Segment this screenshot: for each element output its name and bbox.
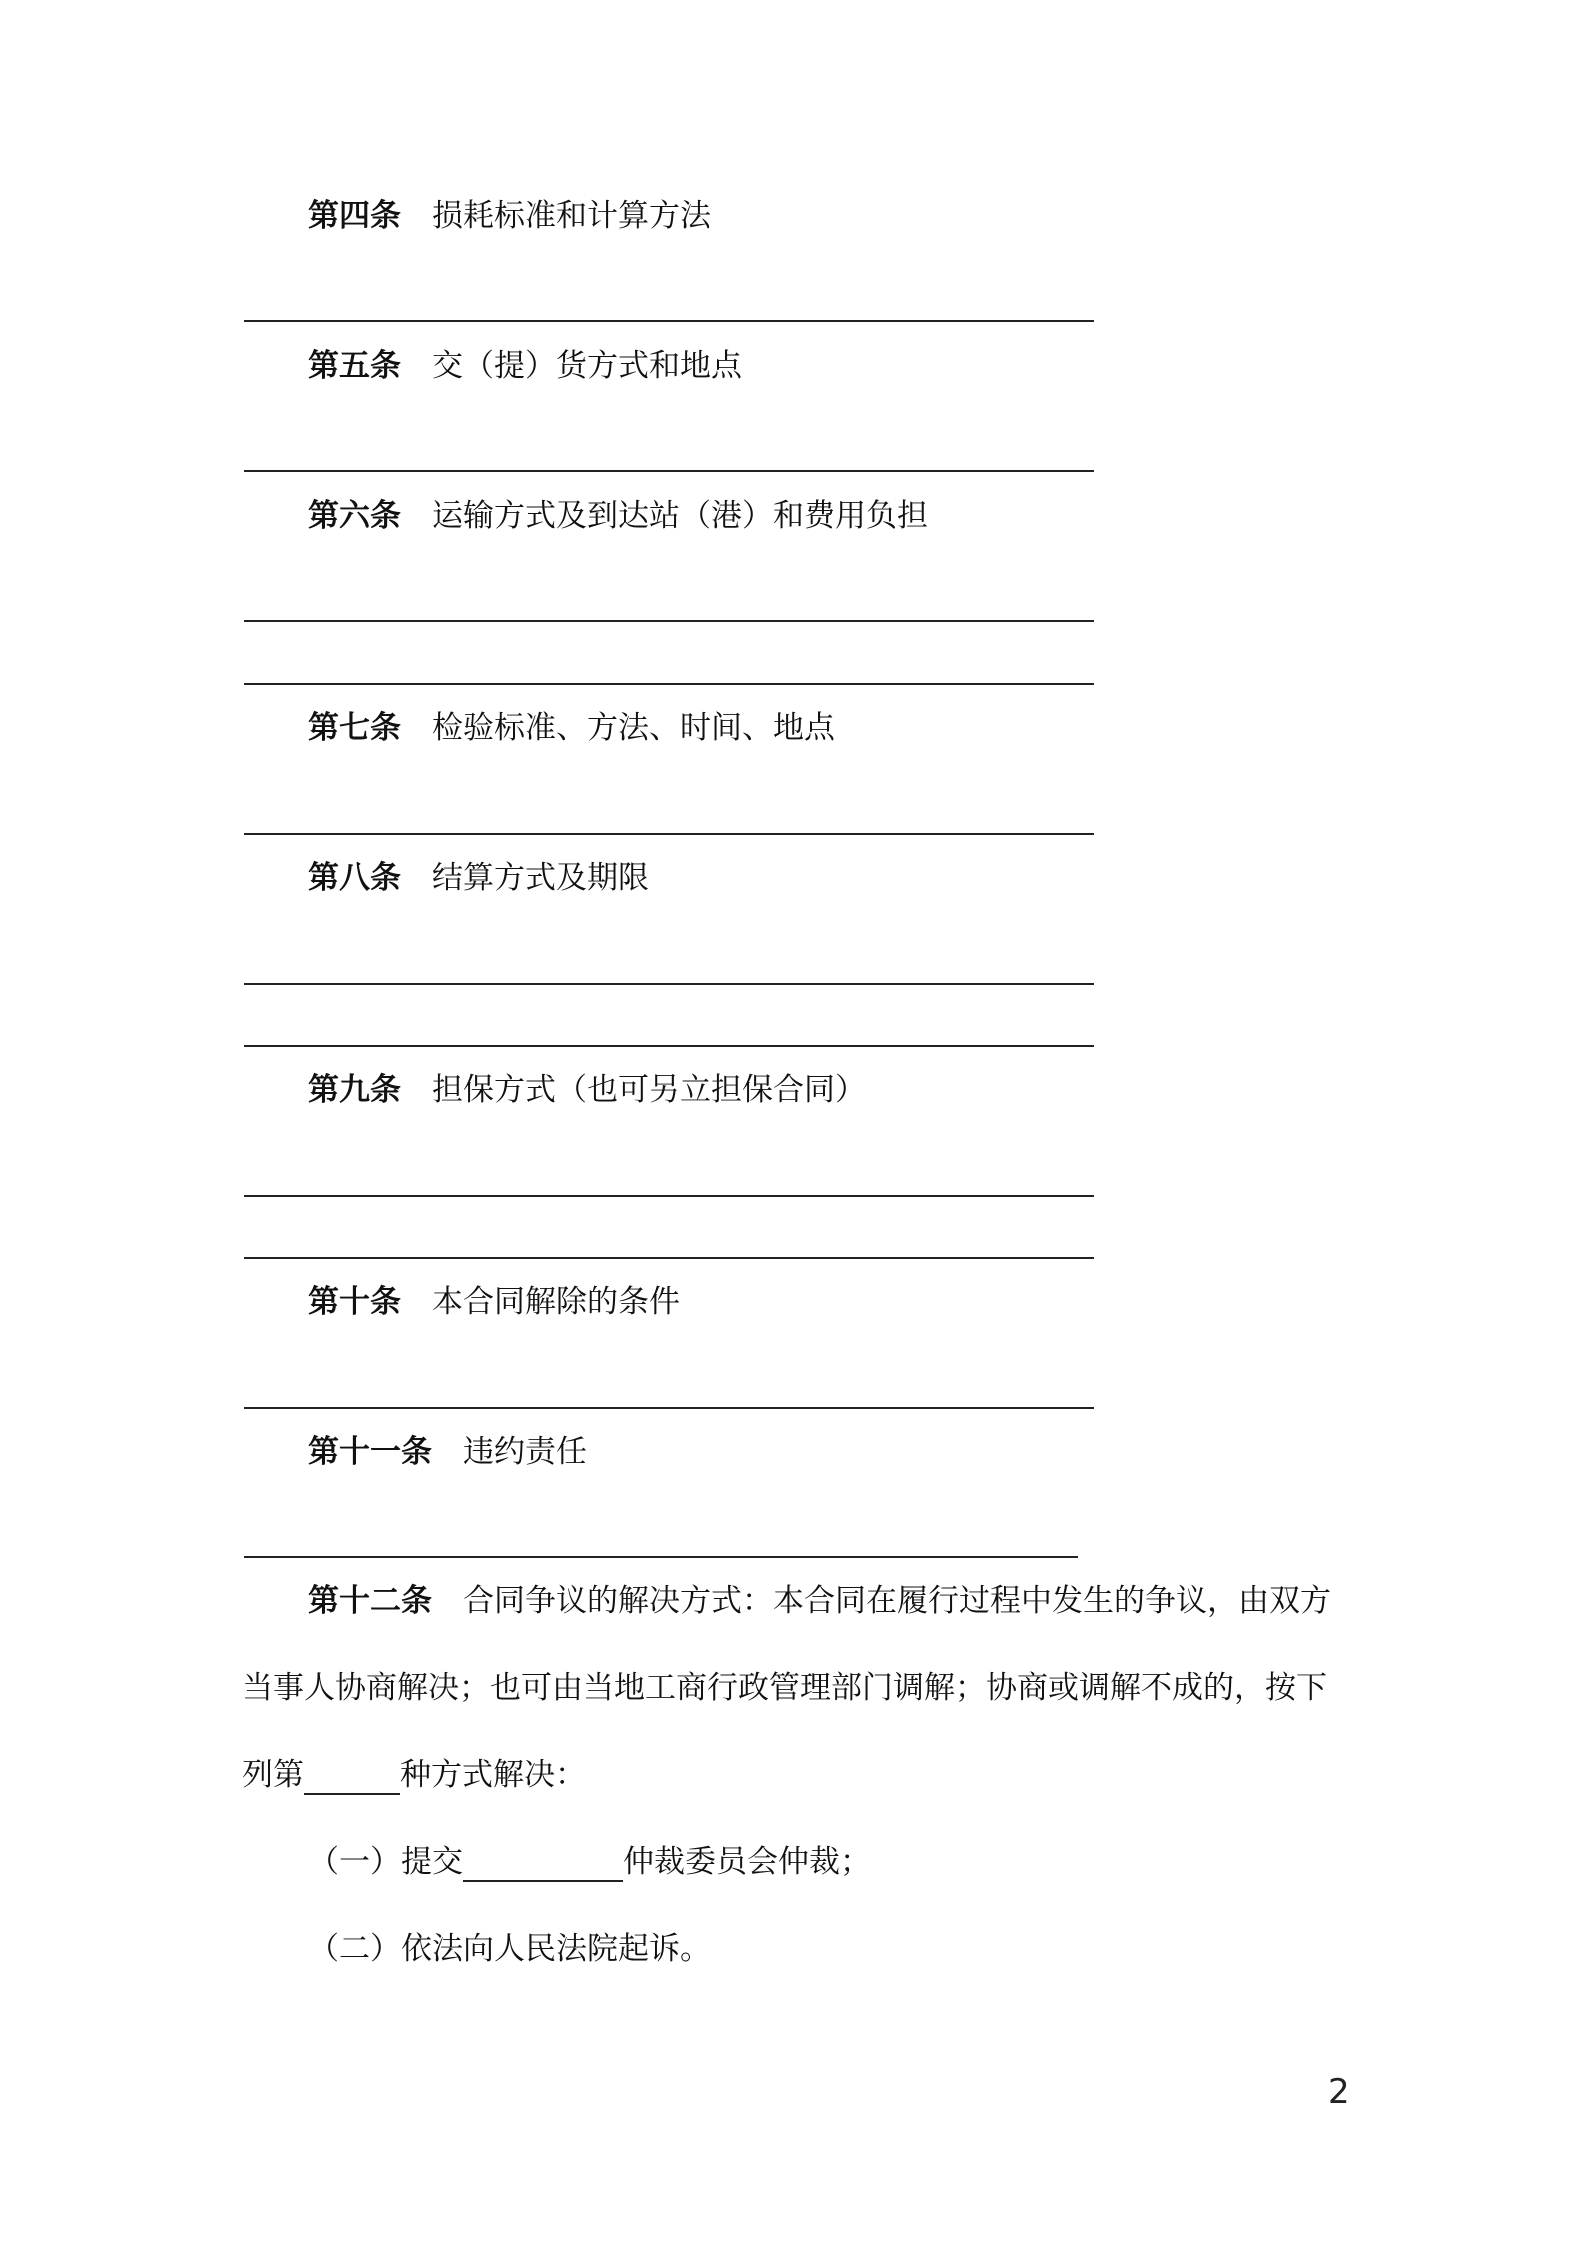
article-12-line-2	[242, 1668, 1327, 1708]
article-12-line-3	[242, 1755, 586, 1795]
blank-line	[244, 320, 1094, 322]
article-number: 第九条	[308, 1072, 401, 1108]
article-number: 第六条	[308, 498, 401, 534]
article-12-text: 列第	[242, 1757, 304, 1793]
fill-in-blank[interactable]	[304, 1759, 400, 1795]
option-text: （一）提交	[308, 1844, 463, 1880]
article-number: 第四条	[308, 198, 401, 234]
blank-line	[244, 1407, 1094, 1409]
article-12-line-1	[308, 1581, 1331, 1621]
article-12-text: 当事人协商解决；也可由当地工商行政管理部门调解；协商或调解不成的，按下	[242, 1670, 1327, 1706]
option-1	[308, 1842, 871, 1882]
blank-line	[244, 620, 1094, 622]
article-number: 第十一条	[308, 1434, 432, 1470]
article-number: 第十二条	[308, 1583, 432, 1619]
article-8	[308, 858, 649, 898]
blank-line	[244, 1045, 1094, 1047]
blank-line	[244, 1195, 1094, 1197]
article-title: 损耗标准和计算方法	[432, 198, 711, 234]
article-title: 运输方式及到达站（港）和费用负担	[432, 498, 928, 534]
article-6	[308, 496, 928, 536]
article-11	[308, 1432, 587, 1472]
blank-line	[244, 983, 1094, 985]
fill-in-blank[interactable]	[463, 1846, 623, 1882]
blank-line	[244, 683, 1094, 685]
option-2	[308, 1929, 711, 1969]
blank-line	[244, 1257, 1094, 1259]
article-title: 检验标准、方法、时间、地点	[432, 710, 835, 746]
option-text: （二）依法向人民法院起诉。	[308, 1931, 711, 1967]
article-number: 第七条	[308, 710, 401, 746]
article-title: 担保方式（也可另立担保合同）	[432, 1072, 866, 1108]
article-5	[308, 346, 742, 386]
article-title: 结算方式及期限	[432, 860, 649, 896]
article-4	[308, 196, 711, 236]
article-title: 违约责任	[463, 1434, 587, 1470]
article-title: 交（提）货方式和地点	[432, 348, 742, 384]
article-number: 第八条	[308, 860, 401, 896]
article-title: 本合同解除的条件	[432, 1284, 680, 1320]
article-12-text: 种方式解决：	[400, 1757, 586, 1793]
article-9	[308, 1070, 866, 1110]
page-number: 2	[1328, 2072, 1350, 2112]
article-number: 第五条	[308, 348, 401, 384]
option-text: 仲裁委员会仲裁；	[623, 1844, 871, 1880]
article-7	[308, 708, 835, 748]
blank-line	[244, 470, 1094, 472]
article-number: 第十条	[308, 1284, 401, 1320]
article-12-text: 合同争议的解决方式：本合同在履行过程中发生的争议，由双方	[463, 1583, 1331, 1619]
blank-line	[244, 1556, 1078, 1558]
blank-line	[244, 833, 1094, 835]
article-10	[308, 1282, 680, 1322]
